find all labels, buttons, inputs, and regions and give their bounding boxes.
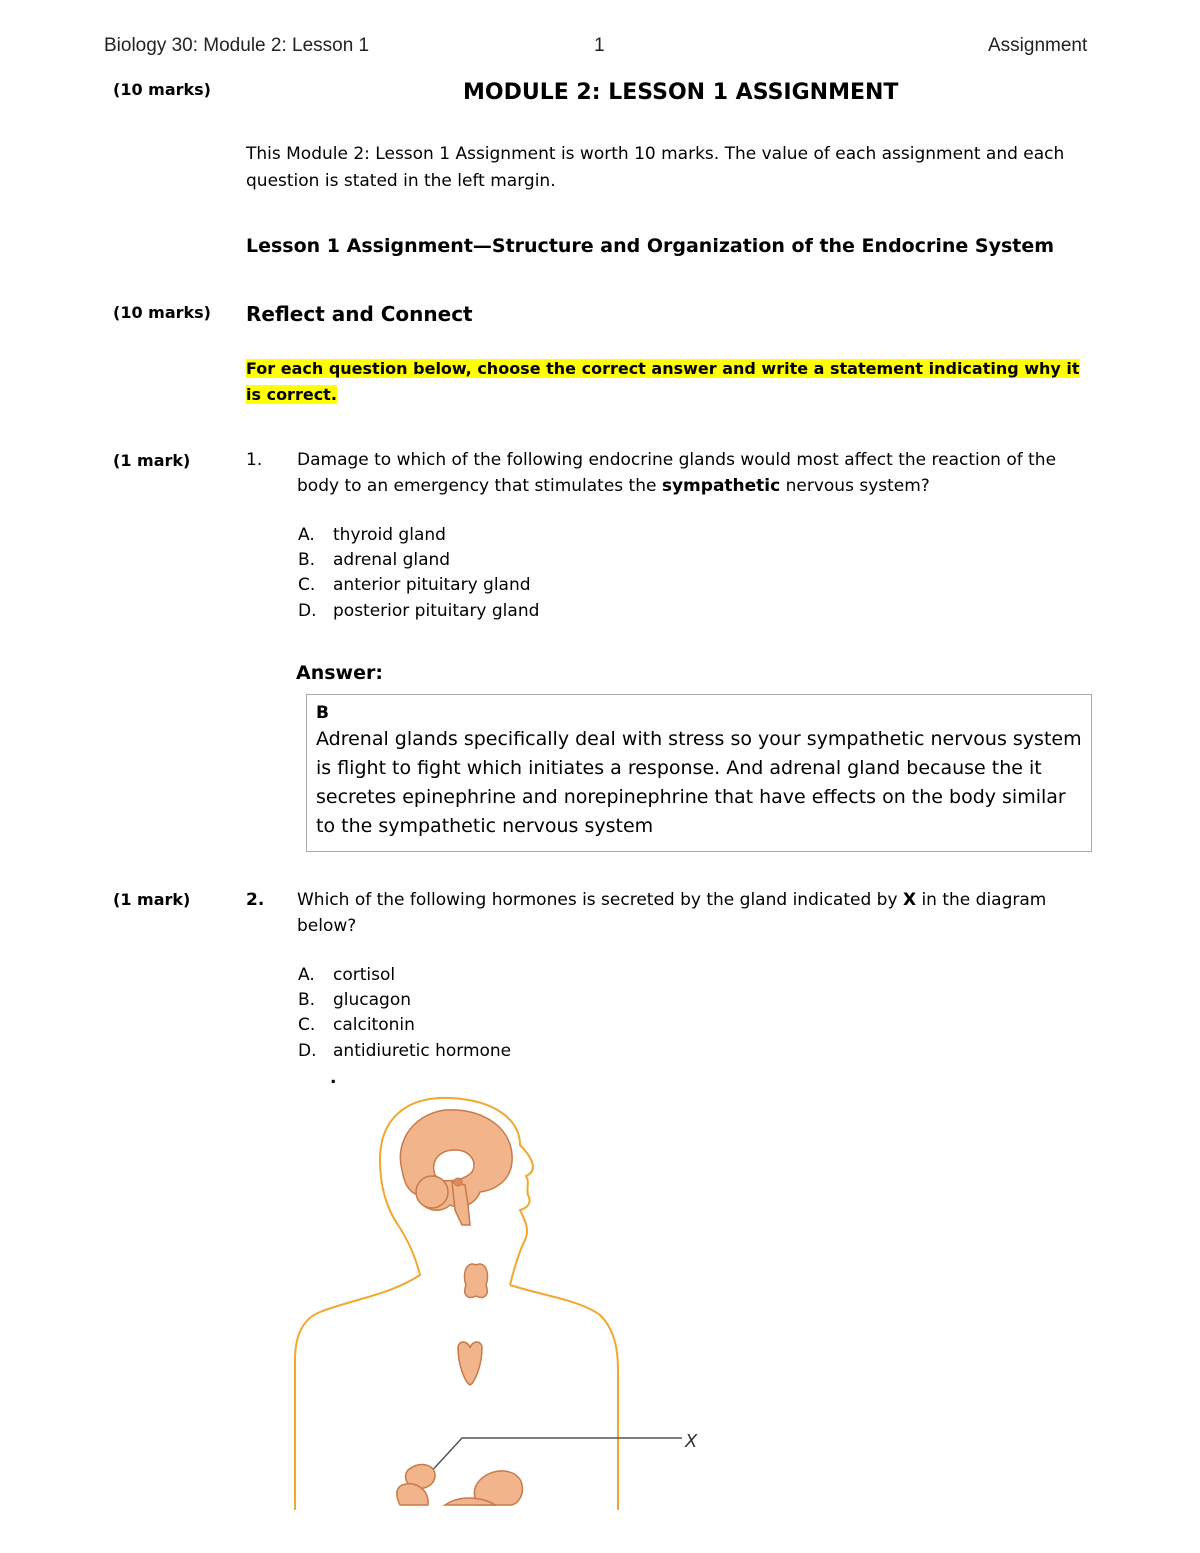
page-title: MODULE 2: LESSON 1 ASSIGNMENT (463, 80, 899, 105)
thyroid-gland (464, 1264, 487, 1297)
instruction-text: For each question below, choose the correct answer and write a statement indicating why it is correct. (246, 359, 1080, 404)
option-text: cortisol (333, 965, 396, 985)
answer-text: Adrenal glands specifically deal with stress so your sympathetic nervous system is flight to fight which initiates a response. And adrenal gland because the it secretes epinephrine and norepinephrine that have effects on the body similar to the sympathetic nervous system (316, 728, 1082, 837)
q2-number: 2. (246, 890, 265, 910)
answer-box[interactable] (306, 694, 1092, 852)
intro-text: This Module 2: Lesson 1 Assignment is worth 10 marks. The value of each assignment and each question is stated in the left margin. (246, 144, 1065, 191)
pointer-line (428, 1438, 682, 1475)
cerebellum (416, 1176, 448, 1208)
endocrine-diagram (280, 1090, 720, 1510)
q2-text-bold: X (902, 890, 917, 910)
lesson-heading: Lesson 1 Assignment—Structure and Organization of the Endocrine System (246, 235, 1055, 257)
q1-question (297, 447, 1097, 499)
q1-marks: (1 mark) (113, 451, 191, 470)
option-letter: D. (298, 601, 317, 621)
header-right: Assignment (988, 35, 1088, 56)
q1-option-d (298, 599, 539, 624)
q2-text-end: in the diagram below? (297, 890, 1047, 936)
section-heading: Reflect and Connect (246, 302, 473, 326)
q1-option-b (298, 548, 450, 573)
q1-text-end: nervous system? (780, 476, 930, 496)
option-letter: A. (298, 525, 315, 545)
option-letter: B. (298, 550, 316, 570)
option-text: antidiuretic hormone (333, 1041, 512, 1061)
q2-question (297, 887, 1097, 939)
q1-number: 1. (246, 450, 263, 470)
option-letter: D. (298, 1041, 317, 1061)
q1-text-part: Damage to which of the following endocrine glands would most affect the reaction of the body to an emergency that stimulates the (297, 450, 1057, 496)
option-text: posterior pituitary gland (333, 601, 540, 621)
q2-option-c (298, 1013, 415, 1038)
header-page-number: 1 (594, 35, 605, 56)
stray-dot: . (330, 1068, 337, 1088)
option-letter: C. (298, 1015, 316, 1035)
q2-option-a (298, 963, 395, 988)
q2-option-d (298, 1039, 511, 1064)
q1-option-a (298, 523, 446, 548)
instruction-highlight (246, 356, 1096, 408)
answer-letter: B (316, 703, 329, 723)
answer-label: Answer: (296, 662, 383, 684)
q2-text-part: Which of the following hormones is secreted by the gland indicated by (297, 890, 903, 910)
body-outline-right (510, 1285, 618, 1510)
q2-option-b (298, 988, 411, 1013)
total-marks: (10 marks) (113, 80, 211, 99)
pituitary-gland (454, 1178, 462, 1186)
q2-marks: (1 mark) (113, 890, 191, 909)
option-letter: B. (298, 990, 316, 1010)
option-letter: A. (298, 965, 315, 985)
section-marks: (10 marks) (113, 303, 211, 322)
option-text: anterior pituitary gland (333, 575, 531, 595)
brain-inner (434, 1150, 474, 1181)
header-left: Biology 30: Module 2: Lesson 1 (104, 35, 370, 56)
diagram-label-x: X (685, 1431, 698, 1452)
option-text: thyroid gland (333, 525, 446, 545)
option-text: calcitonin (333, 1015, 415, 1035)
option-text: adrenal gland (333, 550, 451, 570)
option-letter: C. (298, 575, 316, 595)
q1-text-bold: sympathetic (661, 476, 781, 496)
thymus-gland (458, 1342, 482, 1385)
option-text: glucagon (333, 990, 412, 1010)
q1-option-c (298, 573, 531, 598)
